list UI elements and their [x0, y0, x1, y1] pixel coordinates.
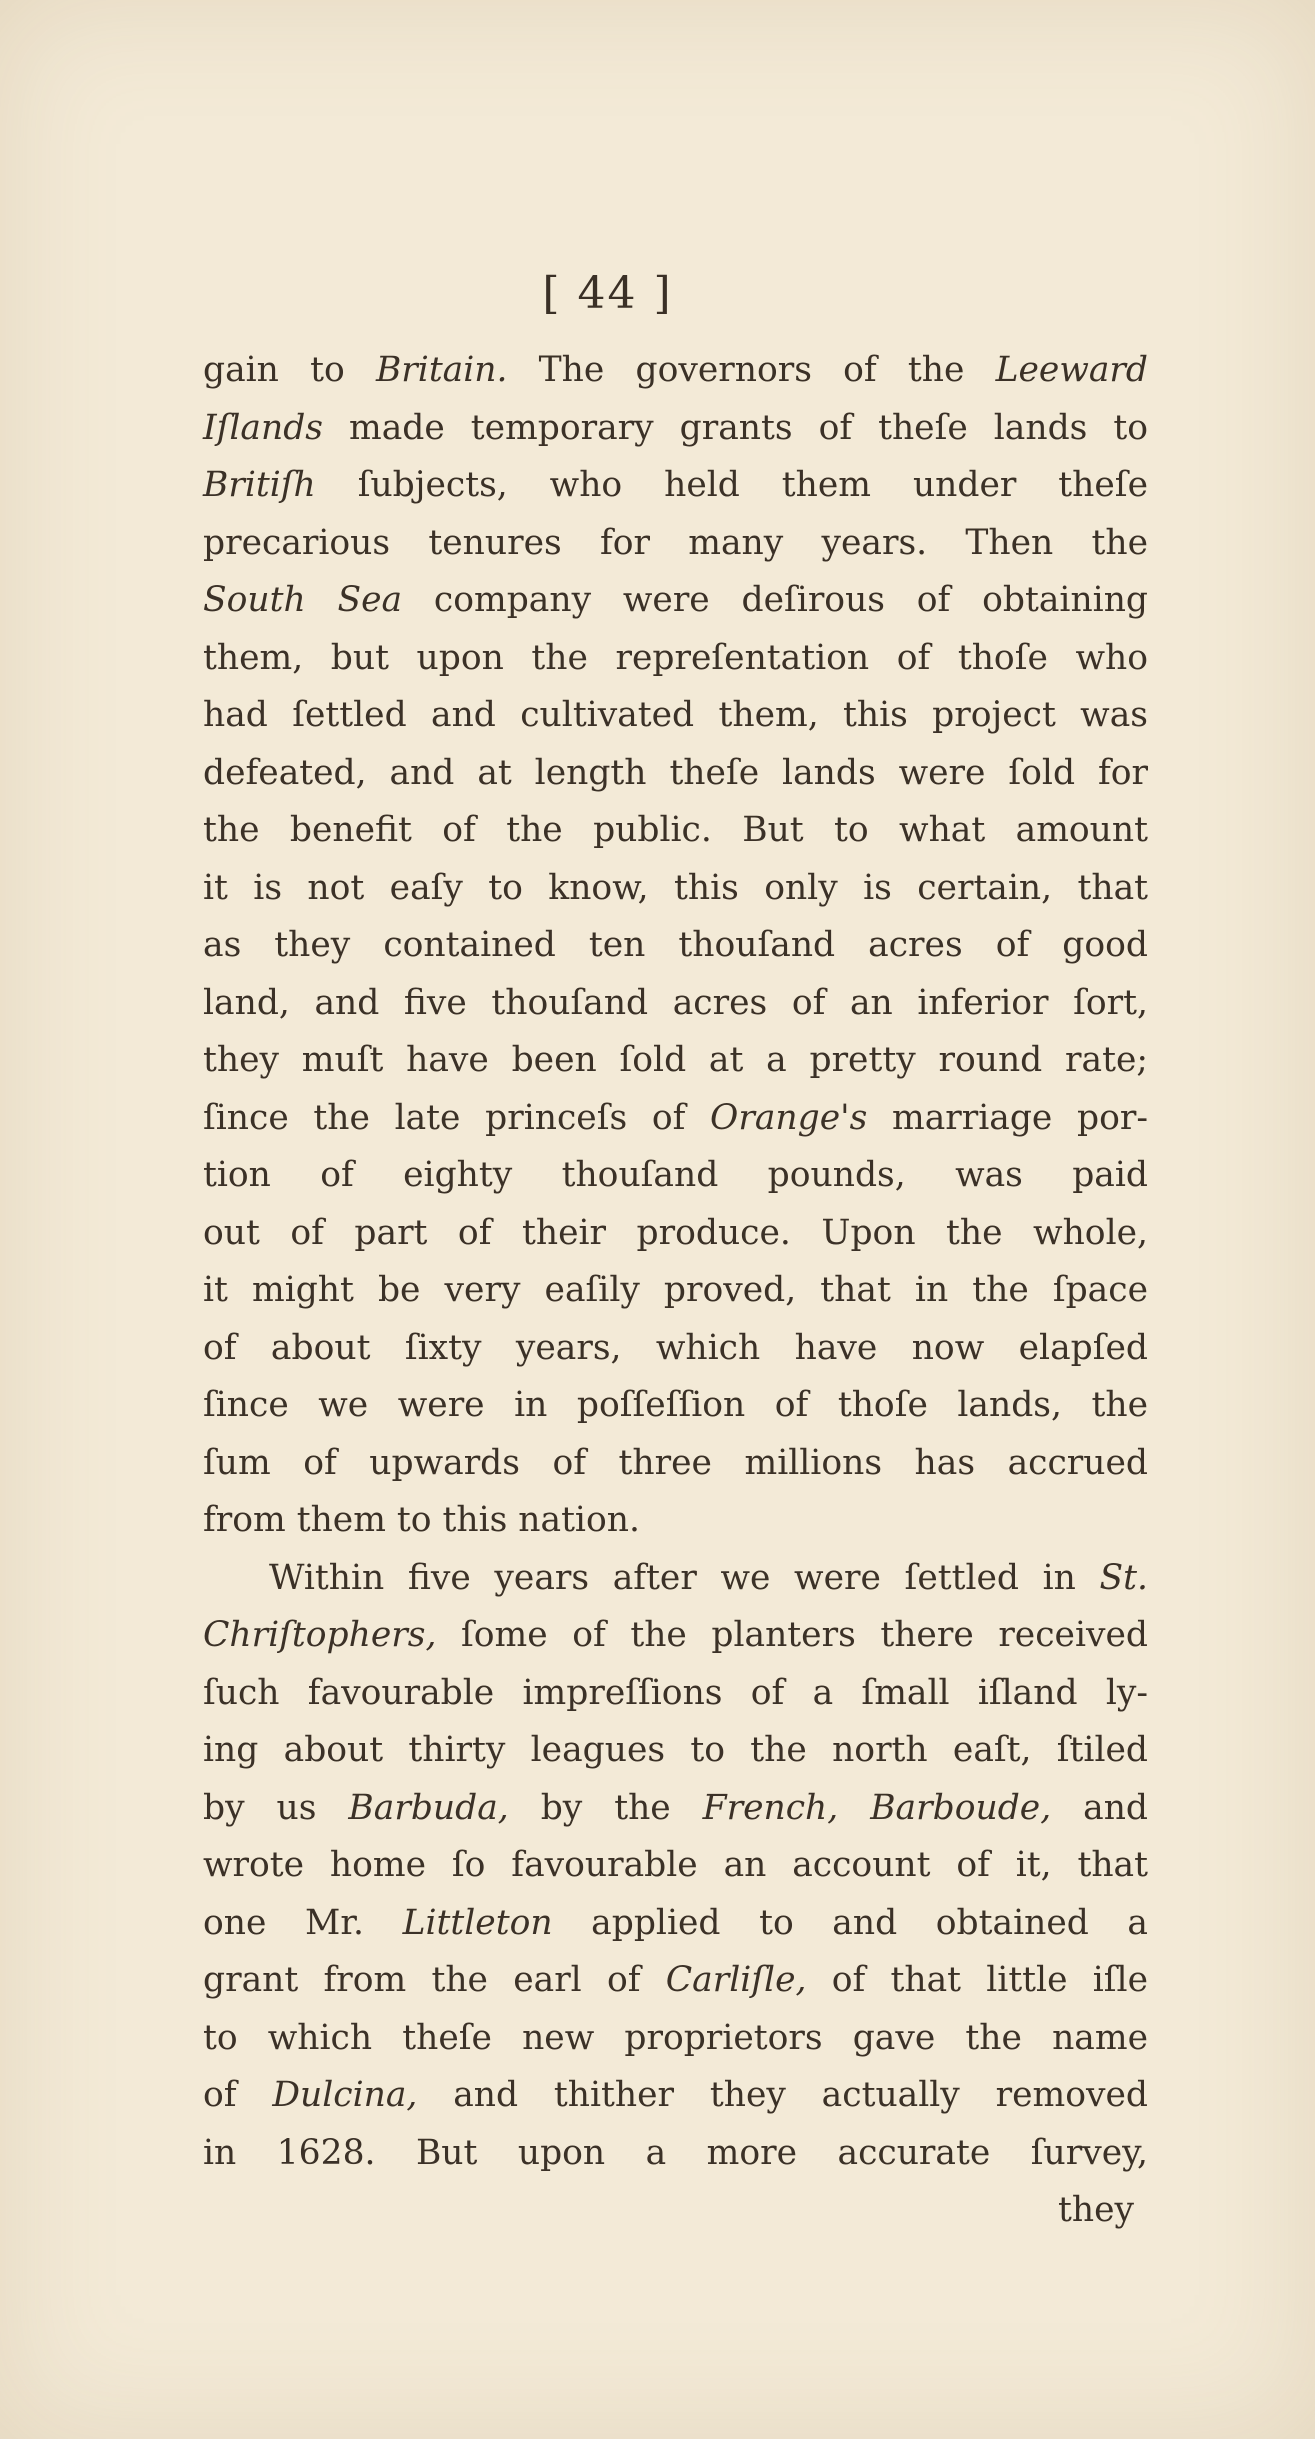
text-line: they muſt have been ſold at a pretty round rate; [203, 1040, 1148, 1080]
text-line: them, but upon the repreſentation of thoſe who [203, 637, 1148, 678]
text-line: ſum of upwards of three millions has accrued [203, 1442, 1148, 1483]
text-line: of about ſixty years, which have now elapſed [203, 1327, 1148, 1368]
text-line: by us Barbuda, by the French, Barboude, and [203, 1787, 1148, 1828]
text-line: South Sea company were deſirous of obtaining [203, 580, 1148, 620]
text-line: as they contained ten thouſand acres of good [203, 925, 1148, 965]
text-line: grant from the earl of Carliſle, of that little iſle [203, 1960, 1148, 2000]
text-line: ſince the late princeſs of Orange's marriage por- [203, 1097, 1149, 1138]
text-line: ſuch favourable impreſſions of a ſmall iſland ly- [203, 1672, 1148, 1713]
text-line: ſince we were in poſſeſſion of thoſe lands, the [203, 1385, 1148, 1425]
text-line: land, and five thouſand acres of an inferior ſort, [203, 982, 1148, 1023]
text-line: Iſlands made temporary grants of theſe lands to [203, 407, 1148, 448]
body-text [203, 342, 1148, 2240]
text-line: ing about thirty leagues to the north eaſt, ſtiled [203, 1730, 1148, 1770]
text-line: it might be very eaſily proved, that in the ſpace [203, 1270, 1148, 1310]
text-line: it is not eaſy to know, this only is certain, that [203, 867, 1148, 908]
text-line: one Mr. Littleton applied to and obtained a [203, 1902, 1148, 1943]
text-line: gain to Britain. The governors of the Leeward [203, 350, 1148, 390]
text-line: Within five years after we were ſettled in St. [269, 1557, 1148, 1598]
text-line: to which theſe new proprietors gave the name [203, 2017, 1148, 2058]
page-number: [ 44 ] [542, 268, 673, 319]
catchword: they [1058, 2190, 1134, 2230]
text-line: from them to this nation. [203, 1500, 640, 1540]
text-line: Chriſtophers, ſome of the planters there received [203, 1615, 1148, 1655]
text-line: had ſettled and cultivated them, this project was [203, 695, 1148, 735]
text-line: out of part of their produce. Upon the whole, [203, 1212, 1148, 1253]
text-line: defeated, and at length theſe lands were ſold for [203, 752, 1148, 793]
text-line: precarious tenures for many years. Then the [203, 522, 1148, 563]
text-line: of Dulcina, and thither they actually removed [203, 2075, 1148, 2115]
text-line: tion of eighty thouſand pounds, was paid [203, 1155, 1148, 1195]
text-line: wrote home ſo favourable an account of it, that [203, 1845, 1148, 1885]
text-line: the benefit of the public. But to what amount [203, 810, 1148, 850]
text-line: Britiſh ſubjects, who held them under theſe [203, 465, 1148, 505]
text-line: in 1628. But upon a more accurate ſurvey, [203, 2132, 1148, 2173]
